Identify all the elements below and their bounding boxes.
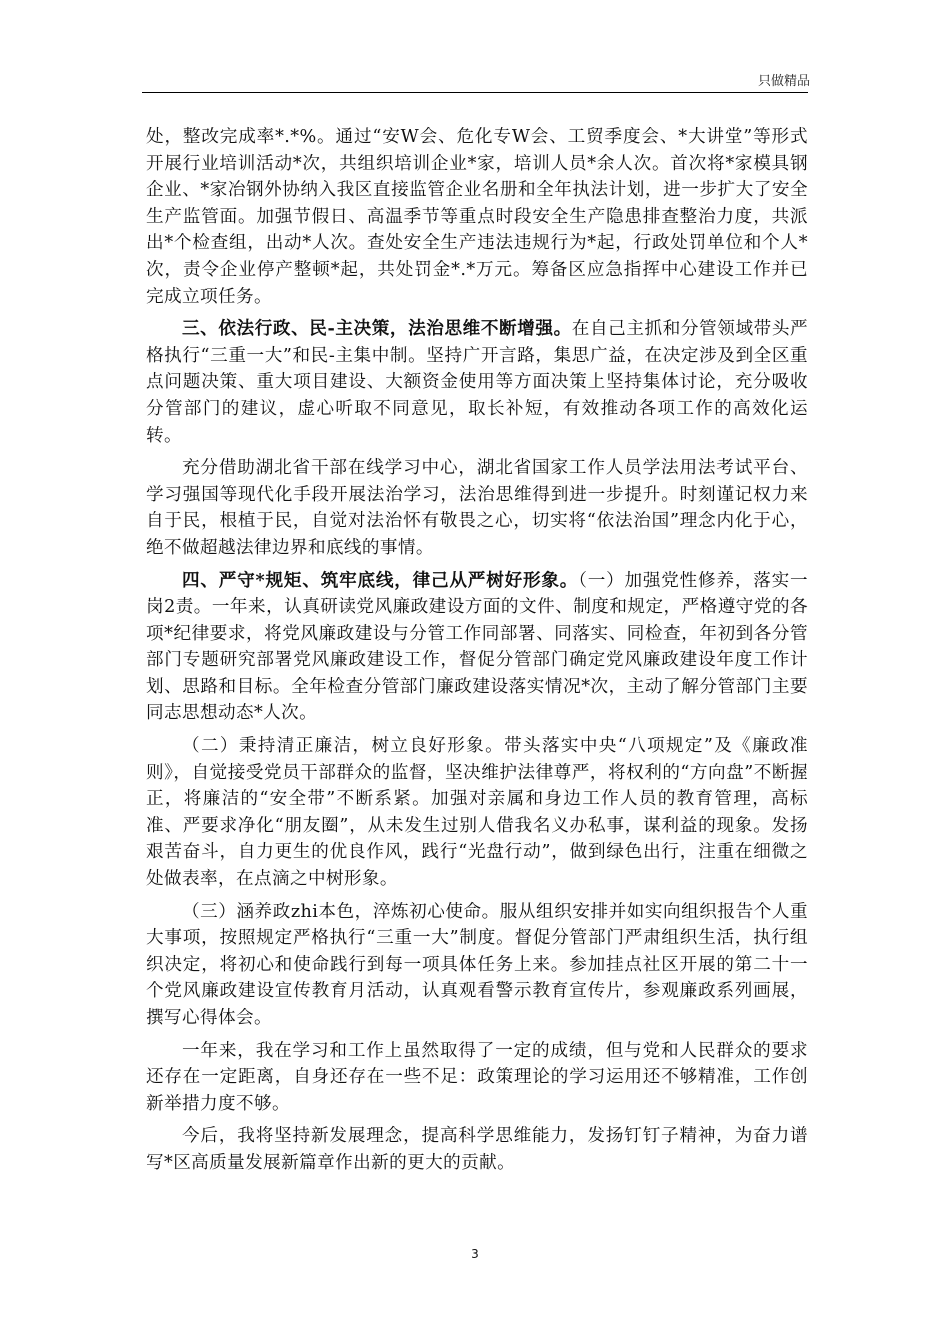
paragraph-political-character [146,899,808,1032]
paragraph-shortcomings [146,1038,808,1118]
document-body [146,124,808,1183]
paragraph-text: 今后，我将坚持新发展理念，提高科学思维能力，发扬钉钉子精神，为奋力谱写*区高质量发展新篇章作出新的更大的贡献。 [146,1126,808,1173]
paragraph-continuation [146,124,808,310]
header-divider [142,92,808,93]
paragraph-text: （三）涵养政zhi本色，淬炼初心使命。服从组织安排并如实向组织报告个人重大事项，按照规定严格执行“三重一大”制度。督促分管部门严肃组织生活，执行组织决定，将初心和使命践行到每一项具体任务上来。参加挂点社区开展的第二十一个党风廉政建设宣传教育月活动，认真观看警示教育宣传片，参观廉政系列画展，撰写心得体会。 [146,901,808,1028]
header-note: 只做精品 [757,74,810,89]
paragraph-integrity [146,733,808,893]
paragraph-text: 一年来，我在学习和工作上虽然取得了一定的成绩，但与党和人民群众的要求还存在一定距离，自身还存在一些不足：政策理论的学习运用还不够精准，工作创新举措力度不够。 [146,1040,808,1114]
paragraph-text: 在自己主抓和分管领域带头严格执行“三重一大”和民-主集中制。坚持广开言路，集思广益，在决定涉及到全区重点问题决策、重大项目建设、大额资金使用等方面决策上坚持集体讨论，充分吸收分管部门的建议，虚心听取不同意见，取长补短，有效推动各项工作的高效化运转。 [146,319,808,446]
paragraph-legal-study [146,455,808,561]
paragraph-text: （二）秉持清正廉洁，树立良好形象。带头落实中央“八项规定”及《廉政准则》，自觉接受党员干部群众的监督，坚决维护法律尊严，将权利的“方向盘”不断握正，将廉洁的“安全带”不断系紧。加强对亲属和身边工作人员的教育管理，高标准、严要求净化“朋友圈”，从未发生过别人借我名义办私事，谋利益的现象。发扬艰苦奋斗，自力更生的优良作风，践行“光盘行动”，做到绿色出行，注重在细微之处做表率，在点滴之中树形象。 [146,736,808,890]
paragraph-section-three [146,316,808,449]
section-heading: 三、依法行政、民-主决策，法治思维不断增强。 [182,318,572,340]
page-number: 3 [471,1247,479,1261]
paragraph-text: 充分借助湖北省干部在线学习中心，湖北省国家工作人员学法用法考试平台、学习强国等现代化手段开展法治学习，法治思维得到进一步提升。时刻谨记权力来自于民，根植于民，自觉对法治怀有敬畏之心，切实将“依法治国”理念内化于心，绝不做超越法律边界和底线的事情。 [146,458,808,558]
paragraph-text: （一）加强党性修养，落实一岗2责。一年来，认真研读党风廉政建设方面的文件、制度和规定，严格遵守党的各项*纪律要求，将党风廉政建设与分管工作同部署、同落实、同检查，年初到各分管部门专题研究部署党风廉政建设工作，督促分管部门确定党风廉政建设年度工作计划、思路和目标。全年检查分管部门廉政建设落实情况*次，主动了解分管部门主要同志思想动态*人次。 [146,570,808,724]
paragraph-conclusion [146,1123,808,1176]
paragraph-section-four [146,568,808,728]
section-heading: 四、严守*规矩、筑牢底线，律己从严树好形象。 [182,569,579,591]
paragraph-text: 处，整改完成率*.*%。通过“安W会、危化专W会、工贸季度会、*大讲堂”等形式开展行业培训活动*次，共组织培训企业*家，培训人员*余人次。首次将*家模具钢企业、*家冶钢外协纳入我区直接监管企业名册和全年执法计划，进一步扩大了安全生产监管面。加强节假日、高温季节等重点时段安全生产隐患排查整治力度，共派出*个检查组，出动*人次。查处安全生产违法违规行为*起，行政处罚单位和个人*次，责令企业停产整顿*起，共处罚金*.*万元。筹备区应急指挥中心建设工作并已完成立项任务。 [146,127,808,307]
